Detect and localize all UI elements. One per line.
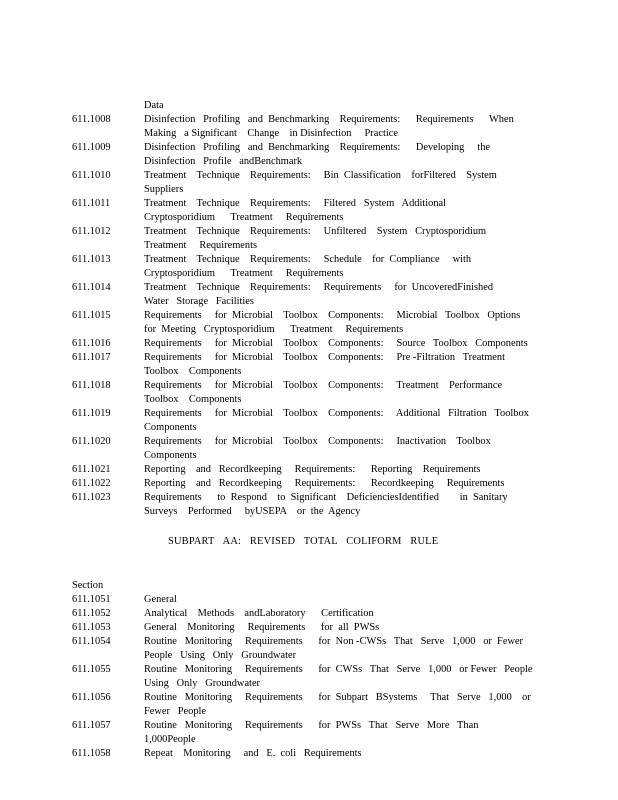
section-number: 611.1056 — [72, 692, 111, 703]
continuation-line — [0, 99, 618, 113]
section-number: 611.1008 — [72, 114, 111, 125]
section-title: Requirements for Microbial Toolbox Components: Inactivation Toolbox Components — [144, 436, 491, 461]
toc-entry — [0, 281, 618, 309]
toc-entry — [0, 141, 618, 169]
section-title: Treatment Technique Requirements: Filtered System Additional Cryptosporidium Treatment Requirements — [144, 198, 447, 223]
toc-entry — [0, 197, 618, 225]
subpart-heading: SUBPART AA: REVISED TOTAL COLIFORM RULE — [168, 536, 439, 547]
toc-entry — [0, 621, 618, 635]
toc-entry — [0, 635, 618, 663]
section-number: 611.1052 — [72, 608, 111, 619]
section-number: 611.1055 — [72, 664, 111, 675]
section-number: 611.1014 — [72, 282, 111, 293]
section-title: Reporting and Recordkeeping Requirements: Recordkeeping Requirements — [144, 478, 505, 489]
section-title: Requirements for Microbial Toolbox Components: Microbial Toolbox Options for Meeting Cryptosporidium Treatment Requirements — [144, 310, 521, 335]
toc-entry — [0, 607, 618, 621]
section-title: Requirements for Microbial Toolbox Components: Additional Filtration Toolbox Components — [144, 408, 529, 433]
section-number: 611.1012 — [72, 226, 111, 237]
section-number: 611.1022 — [72, 478, 111, 489]
toc-entry — [0, 663, 618, 691]
section-title: Reporting and Recordkeeping Requirements: Reporting Requirements — [144, 464, 481, 475]
toc-entry — [0, 477, 618, 491]
section-title: Treatment Technique Requirements: Requirements for UncoveredFinished Water Storage Facilities — [144, 282, 494, 307]
toc-entry — [0, 691, 618, 719]
toc-entry — [0, 593, 618, 607]
section-number: 611.1053 — [72, 622, 111, 633]
section-title: Routine Monitoring Requirements for Non -CWSs That Serve 1,000 or Fewer People Using Only Groundwater — [144, 636, 524, 661]
section-title: General — [144, 594, 177, 605]
toc-entry — [0, 351, 618, 379]
section-number: 611.1011 — [72, 198, 111, 209]
section-title: Requirements for Microbial Toolbox Components: Treatment Performance Toolbox Components — [144, 380, 503, 405]
section-title: Treatment Technique Requirements: Schedule for Compliance with Cryptosporidium Treatment Requirements — [144, 254, 472, 279]
section-number: 611.1019 — [72, 408, 111, 419]
section-number: 611.1015 — [72, 310, 111, 321]
section-number: 611.1010 — [72, 170, 111, 181]
section-number: 611.1057 — [72, 720, 111, 731]
section-number: 611.1013 — [72, 254, 111, 265]
subpart-aa-contents — [0, 593, 618, 761]
section-number: 611.1017 — [72, 352, 111, 363]
section-label: Section — [72, 580, 104, 591]
toc-entry — [0, 169, 618, 197]
section-title: Requirements to Respond to Significant DeficienciesIdentified in Sanitary Surveys Performed byUSEPA or the Agency — [144, 492, 508, 517]
section-number: 611.1009 — [72, 142, 111, 153]
section-title: Routine Monitoring Requirements for CWSs That Serve 1,000 or Fewer People Using Only Groundwater — [144, 664, 533, 689]
toc-entry — [0, 379, 618, 407]
section-title: Treatment Technique Requirements: Bin Classification forFiltered System Suppliers — [144, 170, 497, 195]
document-page — [0, 99, 618, 761]
section-title: Disinfection Profiling and Benchmarking Requirements: Requirements When Making a Significant Change in Disinfection Practice — [144, 114, 514, 139]
continuation-text: Data — [144, 100, 164, 111]
section-title: Routine Monitoring Requirements for PWSs That Serve More Than 1,000People — [144, 720, 487, 745]
section-number: 611.1058 — [72, 748, 111, 759]
subpart-z-contents — [0, 113, 618, 519]
section-title: Disinfection Profiling and Benchmarking Requirements: Developing the Disinfection Profile andBenchmark — [144, 142, 491, 167]
toc-entry — [0, 225, 618, 253]
section-title: Requirements for Microbial Toolbox Components: Pre -Filtration Treatment Toolbox Components — [144, 352, 505, 377]
toc-entry — [0, 719, 618, 747]
toc-entry — [0, 253, 618, 281]
toc-entry — [0, 491, 618, 519]
section-title: General Monitoring Requirements for all PWSs — [144, 622, 380, 633]
section-number: 611.1018 — [72, 380, 111, 391]
toc-entry — [0, 463, 618, 477]
section-number: 611.1023 — [72, 492, 111, 503]
section-title: Routine Monitoring Requirements for Subpart BSystems That Serve 1,000 or Fewer People — [144, 692, 531, 717]
section-number: 611.1016 — [72, 338, 111, 349]
toc-entry — [0, 337, 618, 351]
toc-entry — [0, 435, 618, 463]
section-title: Analytical Methods andLaboratory Certification — [144, 608, 374, 619]
section-title: Repeat Monitoring and E. coli Requirements — [144, 748, 362, 759]
toc-entry — [0, 747, 618, 761]
section-number: 611.1021 — [72, 464, 111, 475]
section-number: 611.1051 — [72, 594, 111, 605]
section-title: Requirements for Microbial Toolbox Components: Source Toolbox Components — [144, 338, 528, 349]
section-number: 611.1020 — [72, 436, 111, 447]
section-number: 611.1054 — [72, 636, 111, 647]
toc-entry — [0, 309, 618, 337]
toc-entry — [0, 113, 618, 141]
section-title: Treatment Technique Requirements: Unfiltered System Cryptosporidium Treatment Requirements — [144, 226, 487, 251]
toc-entry — [0, 407, 618, 435]
